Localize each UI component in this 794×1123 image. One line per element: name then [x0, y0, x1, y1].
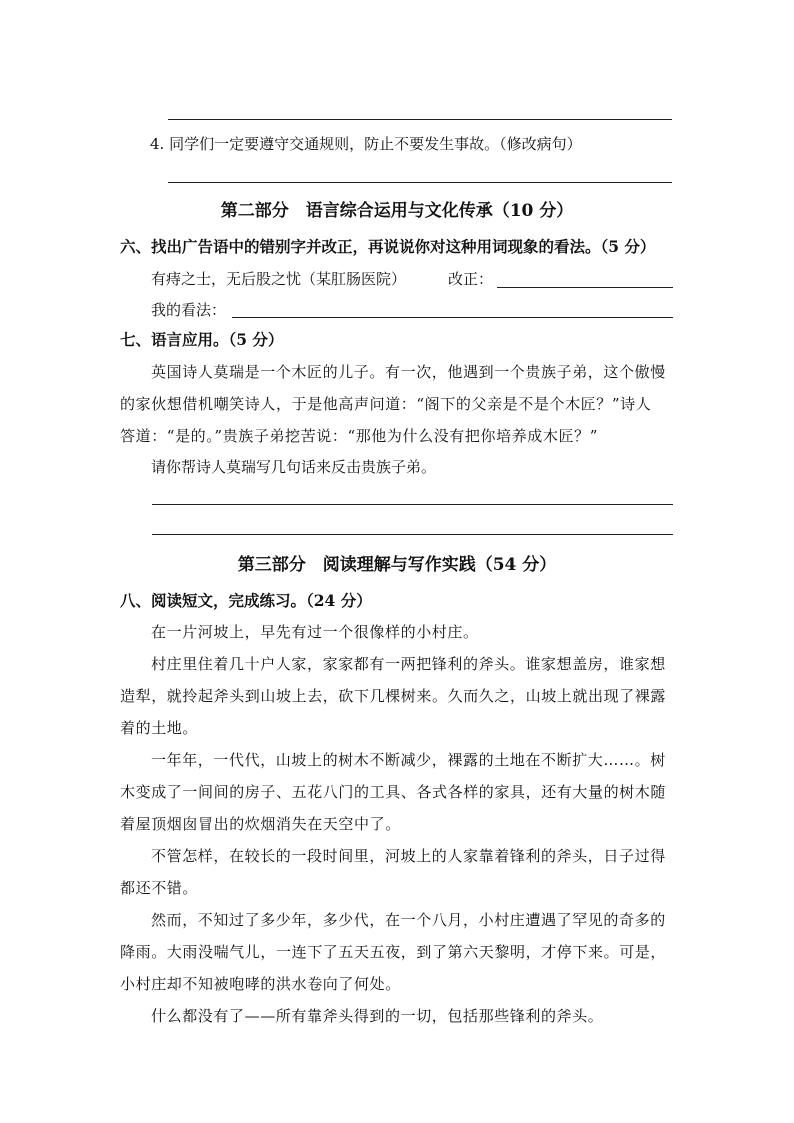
passage-line: 着的土地。 [120, 719, 199, 737]
correction-label: 改正： [448, 270, 494, 288]
passage-line: 不管怎样，在较长的一段时间里，河坡上的人家靠着锋利的斧头，日子过得 [151, 847, 666, 865]
section-heading-part3: 第三部分 阅读理解与写作实践（54 分） [237, 555, 557, 575]
opinion-label: 我的看法： [151, 301, 227, 319]
story-line: 答道：“是的。”贵族子弟挖苦说：“那他为什么没有把你培养成木匠？” [120, 427, 598, 445]
passage-line: 都还不错。 [120, 879, 199, 897]
passage-line: 木变成了一间间的房子、五花八门的工具、各式各样的家具，还有大量的树木随 [120, 783, 667, 801]
question-title-6: 六、找出广告语中的错别字并改正，再说说你对这种用词现象的看法。（5 分） [120, 237, 656, 256]
passage-line: 然而，不知过了多少年，多少代，在一个八月，小村庄遭遇了罕见的奇多的 [151, 911, 666, 929]
opinion-answer-line[interactable] [232, 317, 673, 318]
passage-line: 着屋顶烟囱冒出的炊烟消失在天空中了。 [120, 815, 401, 833]
answer-line[interactable] [152, 534, 673, 535]
passage-line: 小村庄却不知被咆哮的洪水卷向了何处。 [120, 975, 401, 993]
answer-line[interactable] [152, 504, 673, 505]
passage-line: 一年年，一代代，山坡上的树木不断减少，裸露的土地在不断扩大……。树 [151, 751, 666, 769]
correction-answer-line[interactable] [497, 287, 673, 288]
answer-line[interactable] [168, 119, 672, 120]
section-heading-part2: 第二部分 语言综合运用与文化传承（10 分） [220, 201, 574, 221]
passage-line: 造犁，就拎起斧头到山坡上去，砍下几棵树来。久而久之，山坡上就出现了裸露 [120, 687, 667, 705]
story-line: 的家伙想借机嘲笑诗人，于是他高声问道：“阁下的父亲是不是个木匠？”诗人 [120, 395, 652, 413]
question-title-7: 七、语言应用。（5 分） [120, 330, 284, 349]
task-prompt: 请你帮诗人莫瑞写几句话来反击贵族子弟。 [151, 458, 437, 476]
passage-line: 什么都没有了——所有靠斧头得到的一切，包括那些锋利的斧头。 [151, 1007, 604, 1025]
passage-line: 村庄里住着几十户人家，家家都有一两把锋利的斧头。谁家想盖房，谁家想 [151, 655, 666, 673]
passage-line: 降雨。大雨没喘气儿，一连下了五天五夜，到了第六天黎明，才停下来。可是， [120, 943, 667, 961]
answer-line[interactable] [168, 182, 672, 183]
question-item-4: 4. 同学们一定要遵守交通规则，防止不要发生事故。（修改病句） [150, 135, 582, 153]
story-line: 英国诗人莫瑞是一个木匠的儿子。有一次，他遇到一个贵族子弟，这个傲慢 [151, 363, 666, 381]
ad-slogan: 有痔之士，无后股之忧（某肛肠医院） [151, 270, 407, 288]
question-title-8: 八、阅读短文，完成练习。（24 分） [120, 591, 372, 610]
passage-line: 在一片河坡上，早先有过一个很像样的小村庄。 [151, 623, 479, 641]
